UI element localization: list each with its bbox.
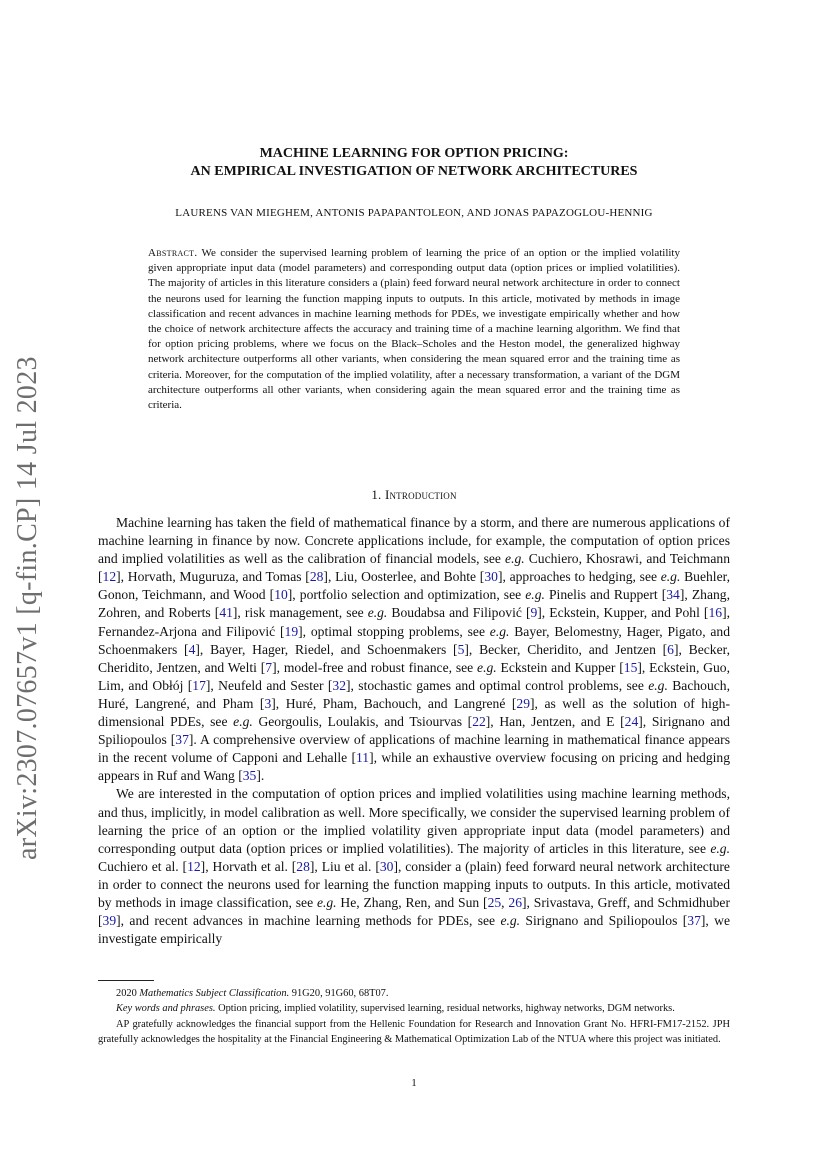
- italic-text: e.g.: [505, 551, 525, 567]
- italic-text: e.g.: [500, 913, 521, 929]
- citation-link[interactable]: 7: [265, 659, 273, 675]
- citation-link[interactable]: 10: [274, 587, 288, 603]
- italic-text: e.g.: [477, 659, 497, 675]
- citation-link[interactable]: 15: [623, 659, 638, 675]
- abstract-text: We consider the supervised learning problem of learning the price of an option or the implied volatility given appropriate input data (model parameters) and corresponding output data (option prices or implied volatilities). The majority of articles in this literature considers a (plain) feed forward neural network architecture in order to connect the neurons used for learning the function mapping inputs to outputs. In this article, motivated by methods in image classification and recent advances in machine learning methods for PDEs, we investigate empirically whether and how the choice of network architecture affects the accuracy and training time of a machine learning algorithm. We find that for option pricing problems, where we focus on the Black–Scholes and the Heston model, the generalized highway network architecture outperforms all other variants, when considering the mean squared error and the training time as criteria. Moreover, for the computation of the implied volatility, after a necessary transformation, a variant of the DGM architecture outperforms all other variants, when considering again the mean squared error and the training time as criteria.: [148, 247, 680, 412]
- citation-link[interactable]: 37: [687, 913, 701, 929]
- paper-title-line-2: AN EMPIRICAL INVESTIGATION OF NETWORK ARCHITECTURES: [190, 164, 638, 179]
- citation-link[interactable]: 41: [219, 605, 233, 621]
- footnote-acknowledgements: AP gratefully acknowledges the financial support from the Hellenic Foundation for Research and Innovation Grant No. HFRI-FM17-2152. JPH gratefully acknowledges the hospitality at the Financial Engineering & Mathematical Optimization Lab of the NTUA where this project was initiated.: [98, 1018, 730, 1045]
- citation-link[interactable]: 9: [530, 605, 538, 621]
- section-heading: [0, 487, 828, 503]
- italic-text: e.g.: [316, 894, 337, 910]
- citation-link[interactable]: 28: [296, 858, 310, 874]
- citation-link[interactable]: 16: [708, 605, 723, 621]
- citation-link[interactable]: 37: [175, 732, 189, 748]
- citation-link[interactable]: 25: [487, 894, 502, 910]
- italic-text: e.g.: [648, 677, 668, 693]
- italic-text: e.g.: [660, 569, 681, 585]
- paper-title: [0, 145, 828, 181]
- citation-link[interactable]: 17: [192, 677, 206, 693]
- citation-link[interactable]: 11: [356, 750, 370, 766]
- section-title-text: Introduction: [384, 487, 457, 502]
- author-list: LAURENS VAN MIEGHEM, ANTONIS PAPAPANTOLEON, AND JONAS PAPAZOGLOU-HENNIG: [175, 207, 653, 219]
- italic-text: e.g.: [710, 840, 730, 856]
- citation-link[interactable]: 5: [457, 641, 465, 657]
- citation-link[interactable]: 28: [309, 569, 324, 585]
- italic-text: e.g.: [233, 714, 253, 730]
- abstract: [148, 246, 680, 413]
- footnotes: [98, 986, 730, 1047]
- paper-title-line-1: MACHINE LEARNING FOR OPTION PRICING:: [259, 146, 569, 161]
- italic-text: e.g.: [489, 623, 510, 639]
- citation-link[interactable]: 32: [332, 677, 347, 693]
- citation-link[interactable]: 35: [242, 768, 257, 784]
- footnote-msc: 2020 Mathematics Subject Classification. 91G20, 91G60, 68T07.: [116, 988, 389, 999]
- main-body: [98, 514, 730, 948]
- body-paragraph: Machine learning has taken the field of mathematical finance by a storm, and there are numerous applications of machine learning in finance by now. Concrete applications include, for example, the computation of option prices and implied volatilities as well as the calibration of financial models, see e.g. Cuchiero, Khosrawi, and Teichmann [12], Horvath, Muguruza, and Tomas [28], Liu, Oosterlee, and Bohte [30], approaches to hedging, see e.g. Buehler, Gonon, Teichmann, and Wood [10], portfolio selection and optimization, see e.g. Pinelis and Ruppert [34], Zhang, Zohren, and Roberts [41], risk management, see e.g. Boudabsa and Filipović [9], Eckstein, Kupper, and Pohl [16], Fernandez-Arjona and Filipović [19], optimal stopping problems, see e.g. Bayer, Belomestny, Hager, Pigato, and Schoenmakers [4], Bayer, Hager, Riedel, and Schoenmakers [5], Becker, Cheridito, and Jentzen [6], Becker, Cheridito, Jentzen, and Welti [7], model-free and robust finance, see e.g. Eckstein and Kupper [15], Eckstein, Guo, Lim, and Obłój [17], Neufeld and Sester [32], stochastic games and optimal control problems, see e.g. Bachouch, Huré, Langrené, and Pham [3], Huré, Pham, Bachouch, and Langrené [29], as well as the solution of high-dimensional PDEs, see e.g. Georgoulis, Loulakis, and Tsiourvas [22], Han, Jentzen, and E [24], Sirignano and Spiliopoulos [37]. A comprehensive overview of applications of machine learning in mathematical finance appears in the recent volume of Capponi and Lehalle [11], while an exhaustive overview focusing on pricing and hedging appears in Ruf and Wang [35].: [98, 515, 731, 784]
- citation-link[interactable]: 19: [284, 623, 299, 639]
- italic-text: Key words and phrases.: [116, 1003, 216, 1015]
- page-number: 1: [411, 1077, 417, 1089]
- citation-link[interactable]: 4: [188, 641, 196, 657]
- abstract-label: Abstract.: [148, 247, 198, 259]
- citation-link[interactable]: 26: [508, 894, 522, 910]
- italic-text: e.g.: [367, 605, 388, 621]
- citation-link[interactable]: 24: [624, 714, 639, 730]
- citation-link[interactable]: 3: [264, 695, 272, 711]
- citation-link[interactable]: 22: [472, 714, 486, 730]
- citation-link[interactable]: 6: [667, 641, 674, 657]
- italic-text: e.g.: [525, 587, 545, 603]
- footnote-divider: [98, 980, 154, 981]
- footnote-keywords: Key words and phrases. Option pricing, implied volatility, supervised learning, residual networks, highway networks, DGM networks.: [116, 1003, 675, 1015]
- section-number: 1.: [371, 487, 382, 502]
- citation-link[interactable]: 34: [666, 587, 680, 603]
- citation-link[interactable]: 12: [102, 569, 117, 585]
- body-paragraph: We are interested in the computation of option prices and implied volatilities using machine learning methods, and thus, implicitly, in model calibration as well. More specifically, we consider the supervised learning problem of learning the price of an option or the implied volatility given appropriate input data (model parameters) and corresponding output data (option prices or implied volatilities). The majority of articles in this literature, see e.g. Cuchiero et al. [12], Horvath et al. [28], Liu et al. [30], consider a (plain) feed forward neural network architecture in order to connect the neurons used for learning the function mapping inputs to outputs. In this article, motivated by methods in image classification, see e.g. He, Zhang, Ren, and Sun [25, 26], Srivastava, Greff, and Schmidhuber [39], and recent advances in machine learning methods for PDEs, see e.g. Sirignano and Spiliopoulos [37], we investigate empirically: [98, 786, 730, 947]
- citation-link[interactable]: 30: [484, 569, 498, 585]
- citation-link[interactable]: 30: [379, 858, 394, 874]
- arxiv-side-identifier: arXiv:2307.07657v1 [q-fin.CP] 14 Jul 2023: [12, 356, 43, 860]
- citation-link[interactable]: 29: [516, 695, 531, 711]
- italic-text: Mathematics Subject Classification.: [139, 988, 290, 999]
- citation-link[interactable]: 12: [187, 858, 201, 874]
- citation-link[interactable]: 39: [102, 913, 117, 929]
